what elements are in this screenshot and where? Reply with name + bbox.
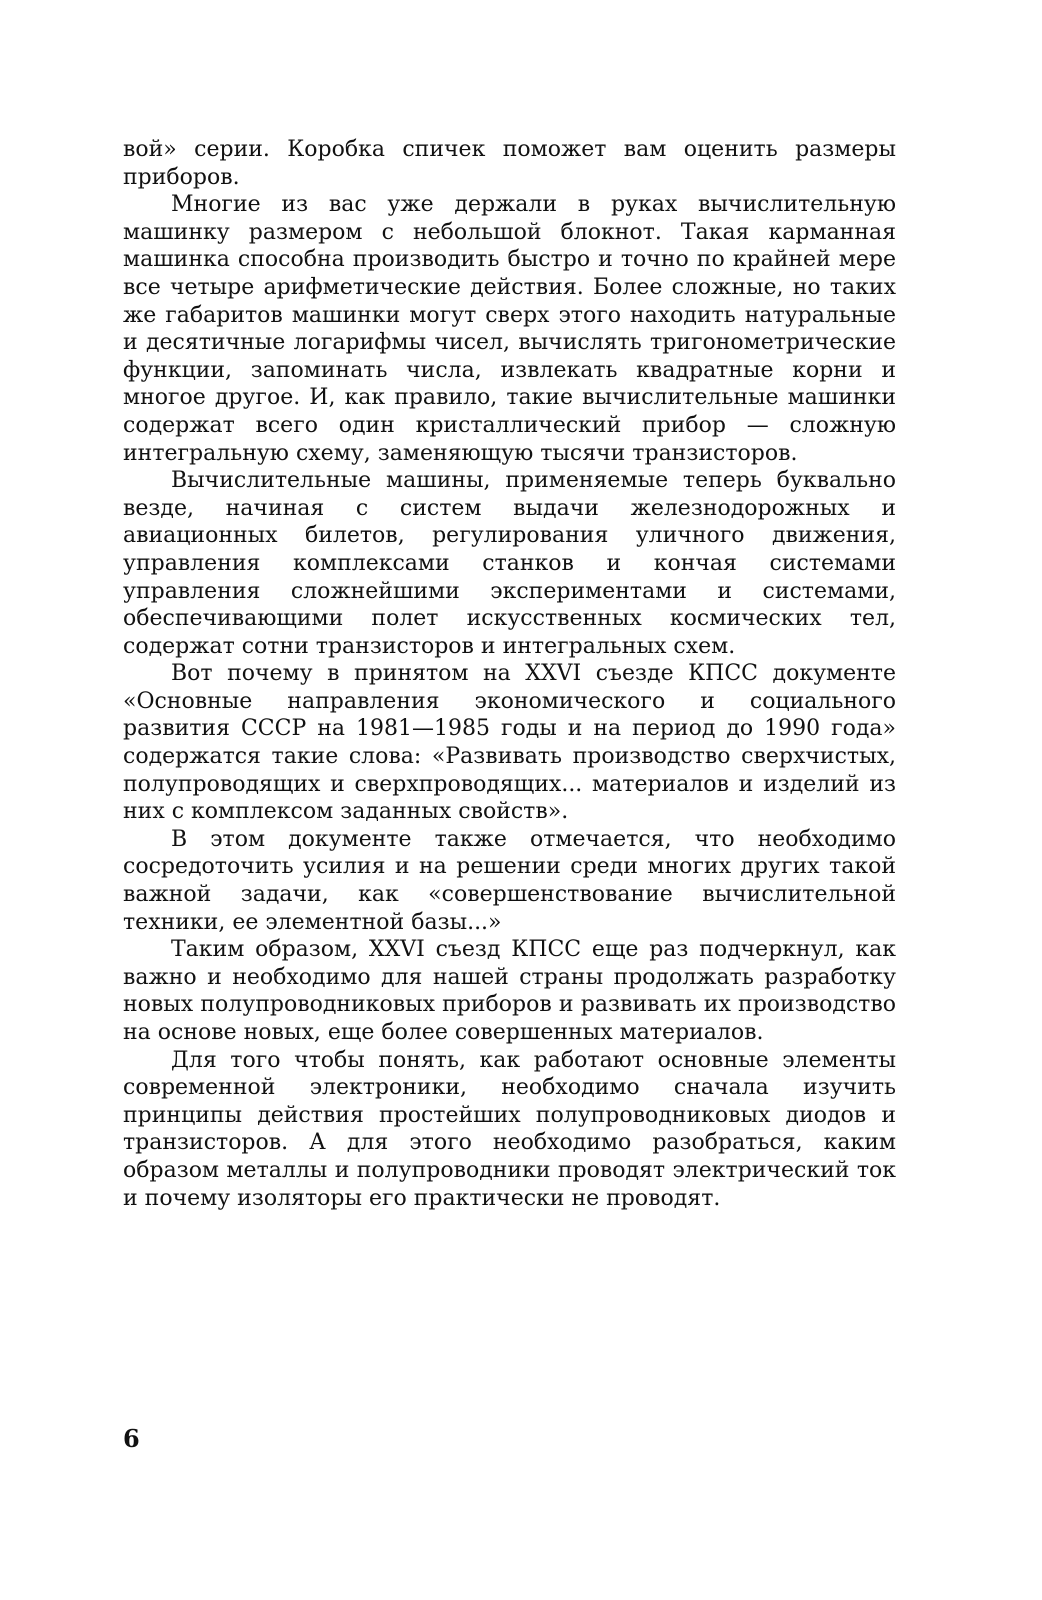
paragraph: Для того чтобы понять, как работают основные элементы современной электроники, необходимо сначала изучить принципы действия простейших полупроводниковых диодов и транзисторов. А для этого необходимо разобраться, каким образом металлы и полупроводники проводят электрический ток и почему изоляторы его практически не проводят. [123,1047,896,1211]
paragraph: Вот почему в принятом на XXVI съезде КПСС документе «Основные направления экономического и социального развития СССР на 1981—1985 годы и на период до 1990 года» содержатся такие слова: «Развивать производство сверхчистых, полупроводящих и сверхпроводящих... материалов и изделий из них с комплексом заданных свойств». [123,661,896,825]
paragraph: Вычислительные машины, применяемые теперь буквально везде, начиная с систем выдачи железнодорожных и авиационных билетов, регулирования уличного движения, управления комплексами станков и кончая системами управления сложнейшими экспериментами и системами, обеспечивающими полет искусственных космических тел, содержат сотни транзисторов и интегральных схем. [123,468,896,659]
paragraph: В этом документе также отмечается, что необходимо сосредоточить усилия и на решении среди многих других такой важной задачи, как «совершенствование вычислительной техники, ее элементной базы...» [123,826,896,935]
page-number: 6 [123,1424,140,1453]
paragraph: Таким образом, XXVI съезд КПСС еще раз подчеркнул, как важно и необходимо для нашей страны продолжать разработку новых полупроводниковых приборов и развивать их производство на основе новых, еще более совершенных материалов. [123,937,896,1045]
paragraph-continuation: вой» серии. Коробка спичек поможет вам оценить размеры приборов. [123,137,896,190]
body-text [123,136,896,1212]
paragraph: Многие из вас уже держали в руках вычислительную машинку размером с небольшой блокнот. Такая карманная машинка способна производить быстро и точно по крайней мере все четыре арифметические действия. Более сложные, но таких же габаритов машинки могут сверх этого находить натуральные и десятичные логарифмы чисел, вычислять тригонометрические функции, запоминать числа, извлекать квадратные корни и многое другое. И, как правило, такие вычислительные машинки содержат всего один кристаллический прибор — сложную интегральную схему, заменяющую тысячи транзисторов. [123,192,896,466]
